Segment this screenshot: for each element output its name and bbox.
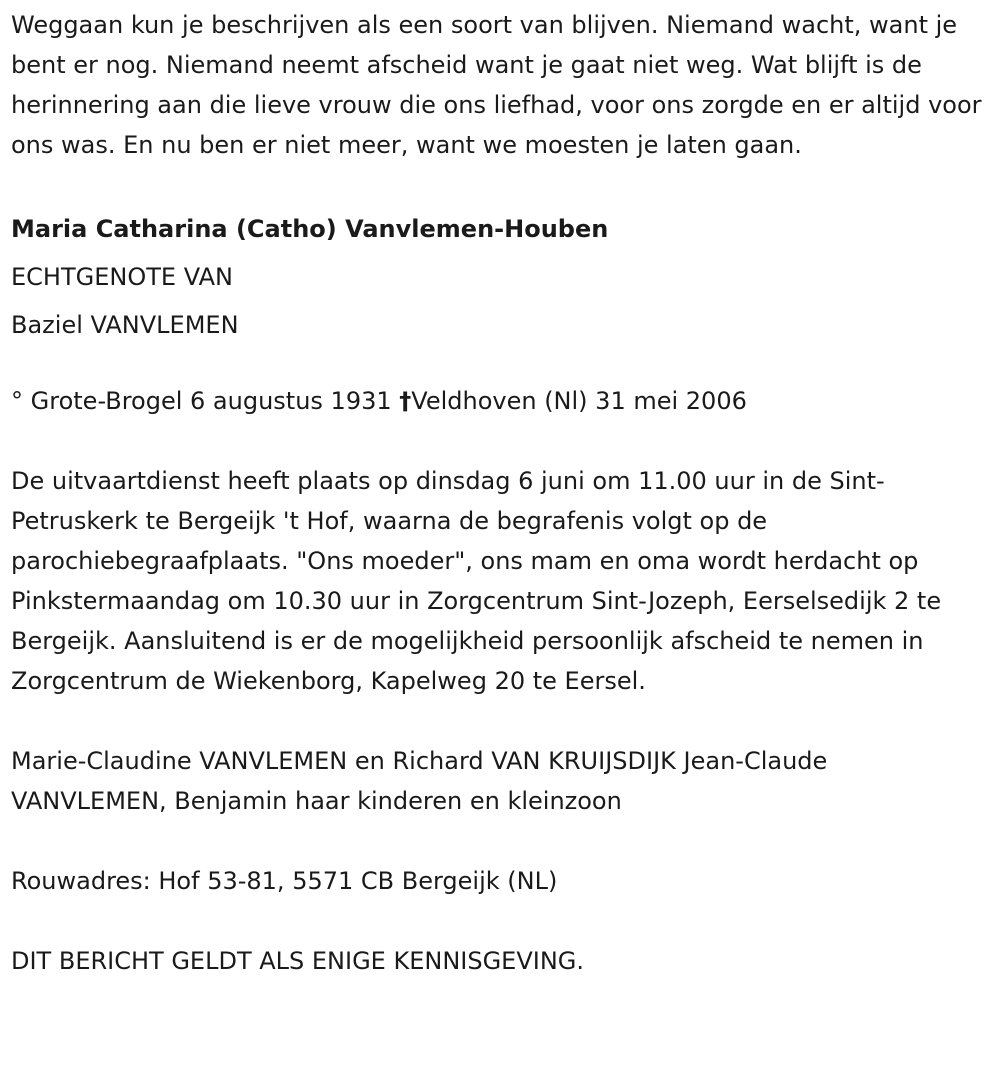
mourning-address: Rouwadres: Hof 53-81, 5571 CB Bergeijk (NL) <box>11 867 558 895</box>
birth-symbol: ° <box>11 387 23 415</box>
death-date: Veldhoven (Nl) 31 mei 2006 <box>411 387 747 415</box>
notice-statement: DIT BERICHT GELDT ALS ENIGE KENNISGEVING. <box>11 947 585 975</box>
poem-text: Weggaan kun je beschrijven als een soort van blijven. Niemand wacht, want je bent er nog. Niemand neemt afscheid want je gaat niet weg. Wat blijft is de herinnering aan die lieve vrouw die ons liefhad, voor ons zorgde en er altijd voor ons was. En nu ben er niet meer, want we moesten je laten gaan. <box>11 11 982 159</box>
relation-label: ECHTGENOTE VAN <box>11 263 233 291</box>
birth-date: Grote-Brogel 6 augustus 1931 <box>30 387 392 415</box>
service-info: De uitvaartdienst heeft plaats op dinsdag 6 juni om 11.00 uur in de Sint-Petruskerk te Bergeijk 't Hof, waarna de begrafenis volgt op de parochiebegraafplaats. "Ons moeder", ons mam en oma wordt herdacht op Pinkstermaandag om 10.30 uur in Zorgcentrum Sint-Jozeph, Eerselsedijk 2 te Bergeijk. Aansluitend is er de mogelijkheid persoonlijk afscheid te nemen in Zorgcentrum de Wiekenborg, Kapelweg 20 te Eersel. <box>11 467 942 695</box>
family-members: Marie-Claudine VANVLEMEN en Richard VAN KRUIJSDIJK Jean-Claude VANVLEMEN, Benjamin haar kinderen en kleinzoon <box>11 747 828 815</box>
life-dates <box>11 381 988 421</box>
death-cross-icon: † <box>399 387 412 415</box>
deceased-name: Maria Catharina (Catho) Vanvlemen-Houben <box>11 215 609 243</box>
spouse-name: Baziel VANVLEMEN <box>11 311 239 339</box>
